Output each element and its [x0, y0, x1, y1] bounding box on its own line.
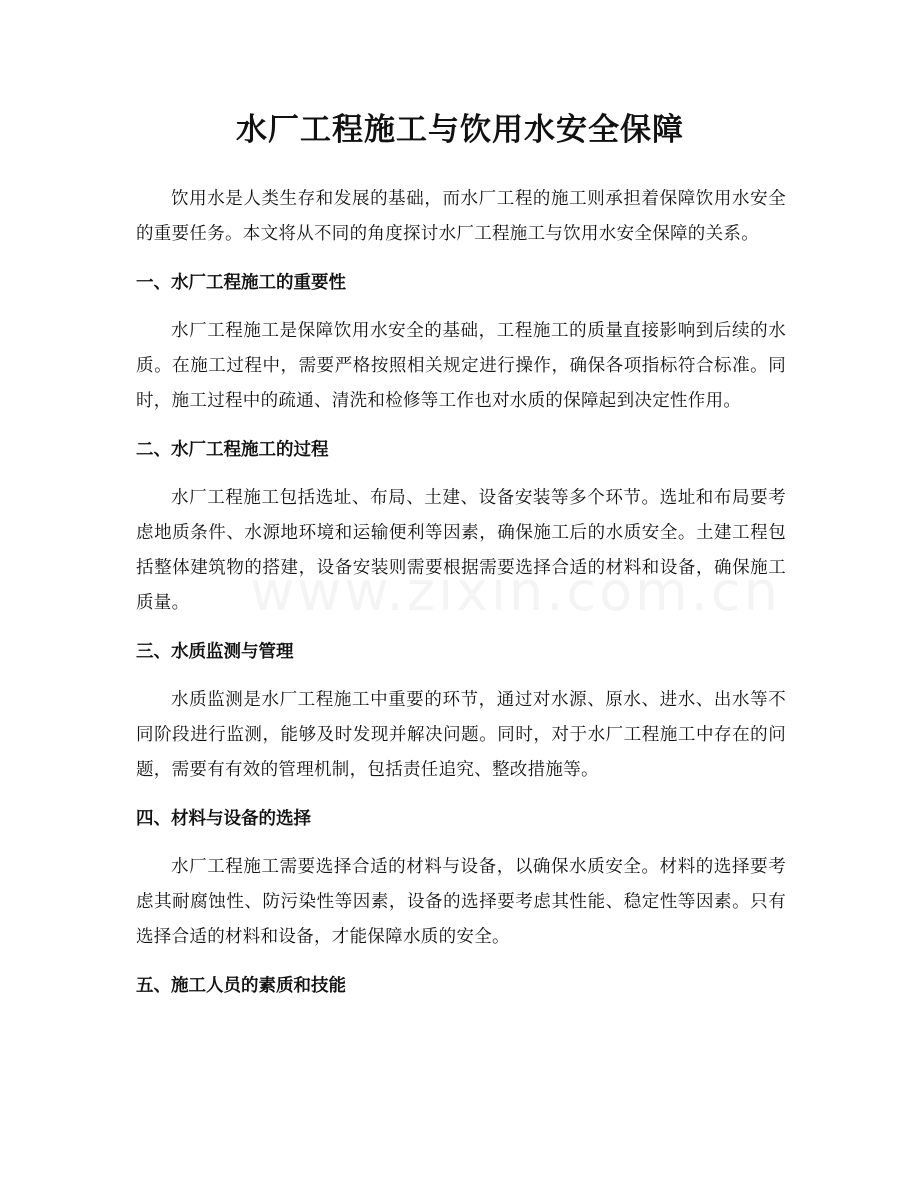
section-paragraph-1: 水厂工程施工是保障饮用水安全的基础，工程施工的质量直接影响到后续的水质。在施工过程中，需要严格按照相关规定进行操作，确保各项指标符合标准。同时，施工过程中的疏通、清洗和检修等工作也对水质的保障起到决定性作用。: [136, 321, 786, 411]
document-title: 水厂工程施工与饮用水安全保障: [236, 112, 684, 148]
section-heading-5: 五、施工人员的素质和技能: [136, 976, 346, 996]
section-paragraph-3: 水质监测是水厂工程施工中重要的环节，通过对水源、原水、进水、出水等不同阶段进行监测，能够及时发现并解决问题。同时，对于水厂工程施工中存在的问题，需要有有效的管理机制，包括责任追究、整改措施等。: [136, 690, 786, 780]
section-heading-1: 一、水厂工程施工的重要性: [136, 273, 346, 293]
section-heading-4: 四、材料与设备的选择: [136, 809, 311, 829]
intro-paragraph: 饮用水是人类生存和发展的基础，而水厂工程的施工则承担着保障饮用水安全的重要任务。本文将从不同的角度探讨水厂工程施工与饮用水安全保障的关系。: [136, 189, 786, 244]
section-paragraph-4: 水厂工程施工需要选择合适的材料与设备，以确保水质安全。材料的选择要考虑其耐腐蚀性、防污染性等因素，设备的选择要考虑其性能、稳定性等因素。只有选择合适的材料和设备，才能保障水质的安全。: [136, 857, 786, 947]
section-paragraph-2: 水厂工程施工包括选址、布局、土建、设备安装等多个环节。选址和布局要考虑地质条件、水源地环境和运输便利等因素，确保施工后的水质安全。土建工程包括整体建筑物的搭建，设备安装则需要根据需要选择合适的材料和设备，确保施工质量。: [136, 488, 786, 613]
document-body: [136, 182, 786, 998]
section-heading-2: 二、水厂工程施工的过程: [136, 440, 329, 460]
section-heading-3: 三、水质监测与管理: [136, 642, 294, 662]
